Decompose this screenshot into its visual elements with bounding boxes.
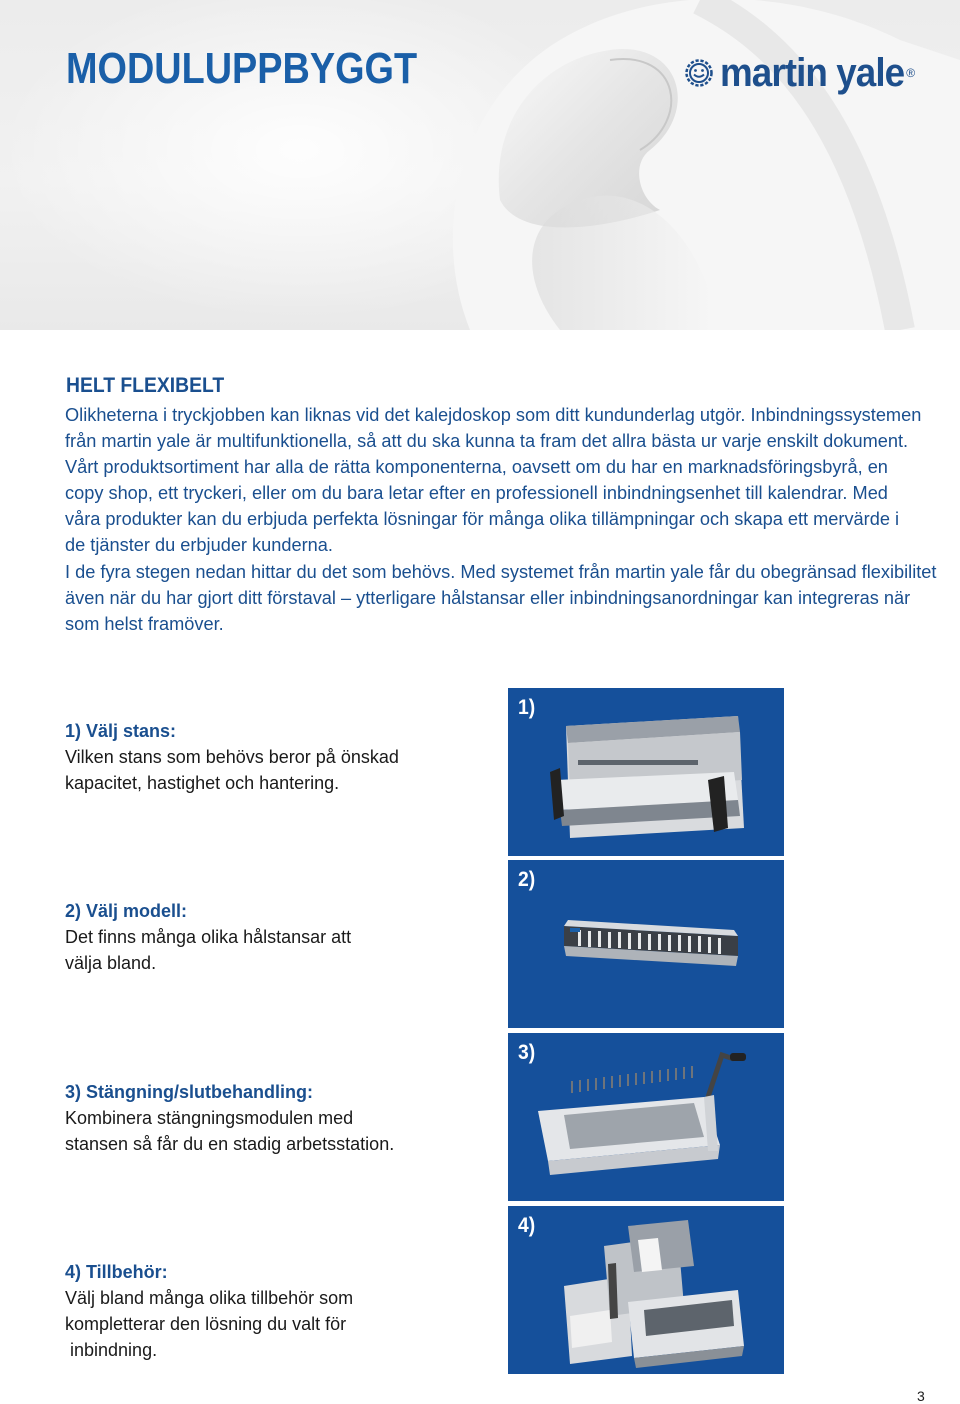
gear-smile-icon xyxy=(684,58,714,88)
step-1 xyxy=(65,718,485,796)
step-description xyxy=(65,744,485,796)
intro-paragraph xyxy=(65,402,945,637)
step-desc-line: välja bland. xyxy=(65,953,157,973)
closing-module-icon xyxy=(508,1033,784,1201)
card-label: 4) xyxy=(518,1214,536,1237)
step-card-2 xyxy=(508,860,784,1028)
step-card-1 xyxy=(508,688,784,856)
page-title: MODULUPPBYGGT xyxy=(66,44,418,93)
section-heading: HELT FLEXIBELT xyxy=(66,374,225,397)
intro-line: Vårt produktsortiment har alla de rätta komponenterna, oavsett om du har en marknadsföringsbyrå, en xyxy=(65,457,888,478)
intro-line: de tjänster du erbjuder kunderna. xyxy=(65,535,333,556)
step-heading: 3) Stängning/slutbehandling: xyxy=(65,1082,313,1102)
page-number: 3 xyxy=(917,1388,925,1404)
step-desc-line: Välj bland många olika tillbehör som xyxy=(65,1288,354,1308)
step-desc-line: stansen så får du en stadig arbetsstation. xyxy=(65,1134,395,1154)
step-desc-line: kompletterar den lösning du valt för xyxy=(65,1314,347,1334)
card-label: 3) xyxy=(518,1041,536,1064)
workstation-icon xyxy=(508,1206,784,1374)
intro-line: från martin yale är multifunktionella, så att du ska kunna ta fram det allra bästa ur varje enskilt dokument. xyxy=(65,431,909,452)
step-description xyxy=(65,924,485,976)
punch-machine-icon xyxy=(508,688,784,856)
step-desc-line: Vilken stans som behövs beror på önskad xyxy=(65,747,399,767)
registered-mark: ® xyxy=(906,66,916,80)
step-desc-line: kapacitet, hastighet och hantering. xyxy=(65,773,340,793)
martin-yale-logo xyxy=(684,48,915,98)
step-heading: 4) Tillbehör: xyxy=(65,1262,168,1282)
die-set-icon xyxy=(508,860,784,1028)
card-label: 1) xyxy=(518,696,536,719)
intro-line: även när du har gjort ditt förstaval – ytterligare hålstansar eller inbindningsanordningar kan integreras när xyxy=(65,587,911,608)
card-label: 2) xyxy=(518,868,536,891)
step-heading: 1) Välj stans: xyxy=(65,721,177,741)
intro-line: copy shop, ett tryckeri, eller om du bara letar efter en professionell inbindningsenhet till kalendrar. Med xyxy=(65,483,888,504)
step-desc-line: Kombinera stängningsmodulen med xyxy=(65,1108,354,1128)
step-card-3 xyxy=(508,1033,784,1201)
step-4 xyxy=(65,1259,485,1363)
logo-wordmark: martin yale xyxy=(720,50,905,95)
step-desc-line: Det finns många olika hålstansar att xyxy=(65,927,352,947)
step-desc-line: inbindning. xyxy=(65,1340,158,1360)
step-2 xyxy=(65,898,485,976)
step-description xyxy=(65,1285,485,1363)
intro-line: som helst framöver. xyxy=(65,613,224,634)
intro-line: Olikheterna i tryckjobben kan liknas vid det kalejdoskop som ditt kundunderlag utgör. Inbindningssystemen xyxy=(65,405,922,425)
step-heading: 2) Välj modell: xyxy=(65,901,188,921)
intro-line: våra produkter kan du erbjuda perfekta lösningar för många olika tillämpningar och skapa ett mervärde i xyxy=(65,509,900,530)
step-3 xyxy=(65,1079,485,1157)
intro-line: I de fyra stegen nedan hittar du det som behövs. Med systemet från martin yale får du obegränsad flexibilitet xyxy=(65,561,937,582)
step-description xyxy=(65,1105,485,1157)
step-card-4 xyxy=(508,1206,784,1374)
